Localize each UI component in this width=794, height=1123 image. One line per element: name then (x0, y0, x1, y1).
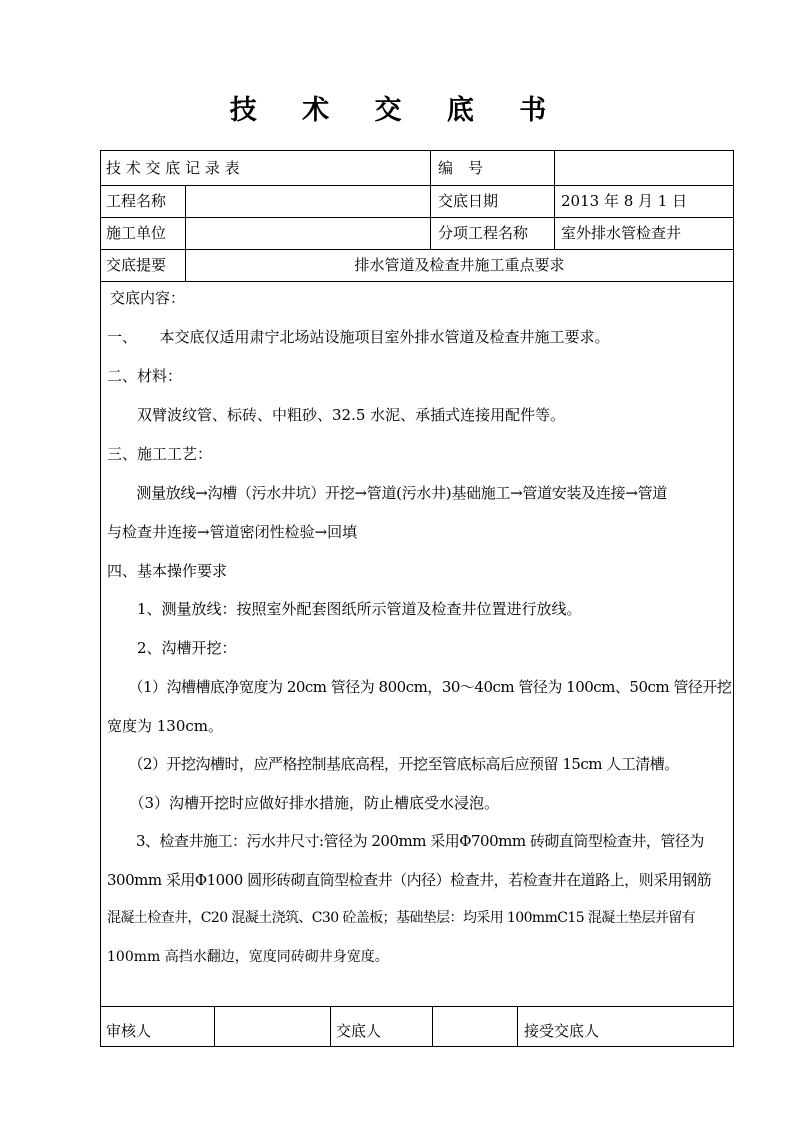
table-border-bottom (100, 1046, 734, 1047)
content-line: 与检查井连接→管道密闭性检验→回填 (107, 523, 358, 541)
content-line: 混凝土检查井，C20 混凝土浇筑、C30 砼盖板；基础垫层：均采用 100mmC15 混凝土垫层并留有 (107, 910, 696, 926)
column-divider (554, 150, 555, 249)
content-line: 3、检查井施工：污水井尺寸:管径为 200mm 采用Φ700mm 砖砌直筒型检查井，管径为 (107, 832, 704, 850)
content-line: 测量放线→沟槽（污水井坑）开挖→管道(污水井)基础施工→管道安装及连接→管道 (107, 484, 667, 502)
content-line: （2）开挖沟槽时，应严格控制基底高程，开挖至管底标高后应预留 15cm 人工清槽。 (107, 755, 679, 773)
project-name-label: 工程名称 (106, 192, 167, 210)
disclosure-date-value: 2013 年 8 月 1 日 (561, 192, 688, 210)
content-line: 2、沟槽开挖： (107, 639, 237, 657)
table-border-right (733, 150, 734, 1047)
content-line: 二、材料： (107, 367, 183, 385)
number-label: 编 号 (438, 159, 484, 177)
content-line: 双臂波纹管、标砖、中粗砂、32.5 水泥、承插式连接用配件等。 (107, 406, 566, 424)
content-heading: 交底内容： (110, 289, 186, 307)
disclosure-date-label: 交底日期 (438, 192, 499, 210)
content-line: 四、基本操作要求 (107, 562, 228, 580)
summary-value: 排水管道及检查井施工重点要求 (354, 256, 565, 274)
row-divider (100, 249, 734, 250)
content-line: 三、施工工艺： (107, 445, 213, 463)
content-line: （3）沟槽开挖时应做好排水措施，防止槽底受水浸泡。 (107, 794, 500, 812)
column-divider (432, 1006, 433, 1046)
document-title: 技 术 交 底 书 (229, 95, 565, 126)
sub-project-label: 分项工程名称 (438, 224, 529, 242)
row-divider (100, 1006, 734, 1007)
sub-project-value: 室外排水管检查井 (561, 224, 682, 242)
row-divider (100, 217, 734, 218)
summary-label: 交底提要 (106, 256, 167, 274)
record-table-label: 技 术 交 底 记 录 表 (106, 159, 240, 177)
construction-unit-label: 施工单位 (106, 224, 167, 242)
content-line: （1）沟槽槽底净宽度为 20cm 管径为 800cm，30～40cm 管径为 100cm、50cm 管径开挖 (107, 678, 732, 696)
column-divider (330, 1006, 331, 1046)
content-line: 1、测量放线：按照室外配套图纸所示管道及检查井位置进行放线。 (107, 600, 582, 618)
row-divider (100, 281, 734, 282)
content-line: 100mm 高挡水翻边，宽度同砖砌井身宽度。 (107, 949, 389, 965)
reviewer-label: 审核人 (106, 1022, 152, 1040)
row-divider (100, 185, 734, 186)
column-divider (214, 1006, 215, 1046)
content-line: 一、 本交底仅适用肃宁北场站设施项目室外排水管道及检查井施工要求。 (107, 328, 610, 346)
table-border-top (100, 150, 734, 151)
receiver-label: 接受交底人 (524, 1022, 600, 1040)
column-divider (430, 150, 431, 249)
content-line: 300mm 采用Φ1000 圆形砖砌直筒型检查井（内径）检查井，若检查井在道路上，则采用钢筋 (107, 871, 712, 889)
column-divider (517, 1006, 518, 1046)
content-line: 宽度为 130cm。 (107, 717, 224, 735)
table-border-left (100, 150, 101, 1047)
discloser-label: 交底人 (336, 1022, 382, 1040)
